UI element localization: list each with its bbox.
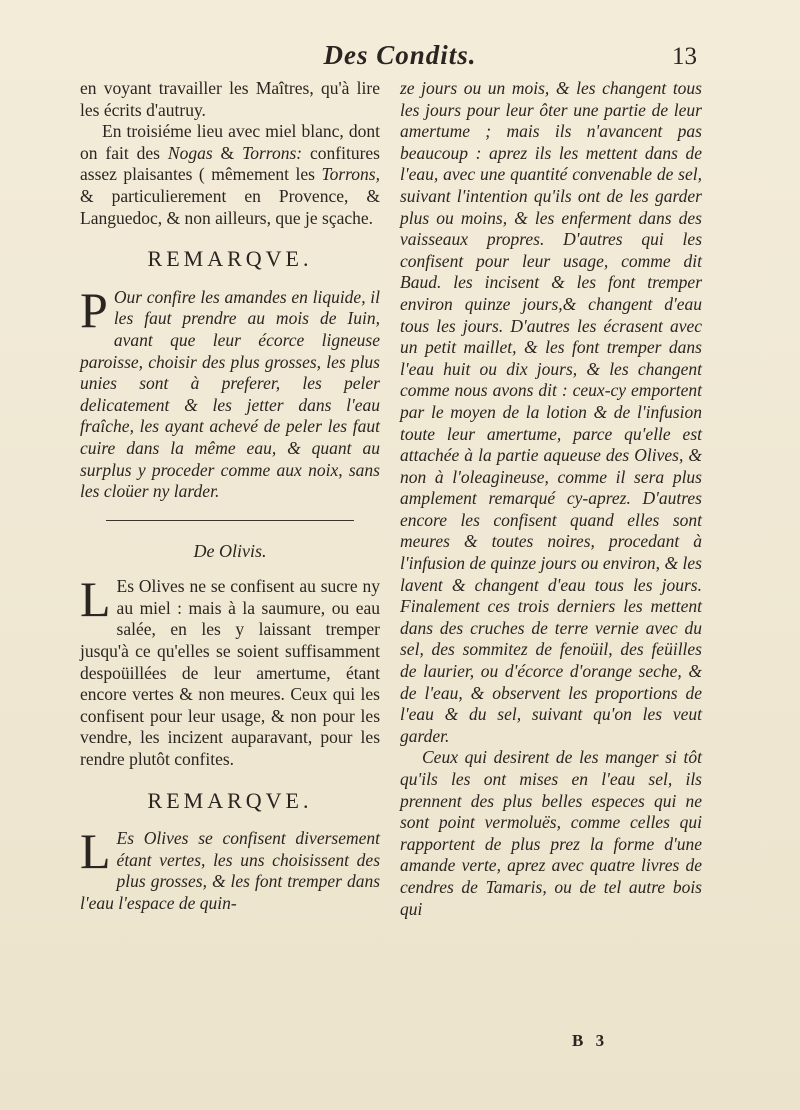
drop-cap-p: P [80,281,108,338]
page-number: 13 [672,43,697,70]
para2-text-c: confitures assez plaisantes ( mêmement les [80,142,380,185]
para2-text-b: & [212,142,243,163]
term-torrons-2: Torrons, [321,164,380,185]
left-paragraph-2 [80,121,380,229]
olives-paragraph [80,571,380,770]
left-column [80,78,380,915]
remarque-text-1: Our confire les amandes en liquide, il les faut prendre au mois de Iuin, avant que leur écorce ligneuse paroisse, choisir des plus grosses, les plus unies sont à preferer, les peler delicatement & les jetter dans l'eau fraîche, les ayant achevé de peler les faut cuire dans la même eau, & quant au surplus y proceder comme aux noix, sans les cloüer ny larder. [80,286,380,502]
right-paragraph-1: ze jours ou un mois, & les changent tous les jours pour leur ôter une partie de leur amertume ; mais ils n'avancent pas beaucoup : aprez ils les mettent dans de l'eau, avec une quantité convenable de sel, suivant l'intention qu'ils ont de les garder plus ou moins, & les enferment dans des vaisseaux propres. D'autres qui les confisent pour leur usage, comme dit Baud. les incisent & les font tremper environ quinze jours,& changent d'eau tous les jours. D'autres les écrasent avec un petit maillet, & les font tremper dans l'eau huit ou dix jours, & les changent comme nous avons dit : ceux-cy emportent par le moyen de la lotion & de l'infusion toute leur amertume, parce qu'elle est attachée à la partie aqueuse des Olives, & non à l'oleagineuse, comme il sera plus amplement remarqué cy-aprez. D'autres encore les confisent quand elles sont meures & toutes noires, procedant à l'infusion de quinze jours ou environ, & les lavent & changent d'eau tous les jours. Finalement ces trois derniers les mettent dans des cruches de terre vernie avec du sel, des sommitez de fenoüil, des feüilles de laurier, ou d'écorce d'orange seche, & de l'eau, & observent les proportions de l'eau & du sel, suivant qu'on les veut garder. [400,78,702,746]
right-paragraph-2: Ceux qui desirent de les manger si tôt qu'ils les ont mises en l'eau sel, ils prennent des plus belles especes qui ne sont point vermoluës, comme celles qui rapportent de plus prez la forme d'une amande verte, aprez avec quatre livres de cendres de Tamaris, ou de tel autre bois qui [400,747,702,919]
remarque-paragraph-1 [80,281,380,503]
running-title: Des Condits. [323,40,477,70]
section-heading-olives: De Olivis. [193,540,267,561]
para2-text-d: & particulierement en Provence, & Languedoc, & non ailleurs, que je sçache. [80,185,380,228]
remarque-paragraph-2 [80,823,380,914]
olives-text: Es Olives ne se confisent au sucre ny au miel : mais à la saumure, ou eau salée, en les y laissant tremper jusqu'à ce qu'elles se soient suffisamment despoüillées de leur amertume, étant encore vertes & non meures. Ceux qui les confisent pour leur usage, & non pour les vendre, les incizent auparavant, pour les rendre plutôt confites. [80,576,380,770]
right-column [400,78,702,920]
section-divider [106,520,354,521]
left-paragraph-1: en voyant travailler les Maîtres, qu'à lire les écrits d'autruy. [80,78,380,120]
remarque-text-2: Es Olives se confisent diversement étant vertes, les uns choisissent des plus grosses, & les font tremper dans l'eau l'espace de quin- [80,828,380,913]
remarque-heading-1: REMARQVE. [147,246,313,272]
remarque-heading-2: REMARQVE. [147,787,313,813]
drop-cap-l: L [80,571,111,628]
term-nogas: Nogas [167,142,213,163]
term-torrons: Torrons: [242,142,303,163]
drop-cap-l-2: L [80,823,111,880]
para2-text-a: En troisiéme lieu avec miel blanc, dont on fait des [80,121,380,163]
signature-mark: B 3 [572,1031,609,1050]
